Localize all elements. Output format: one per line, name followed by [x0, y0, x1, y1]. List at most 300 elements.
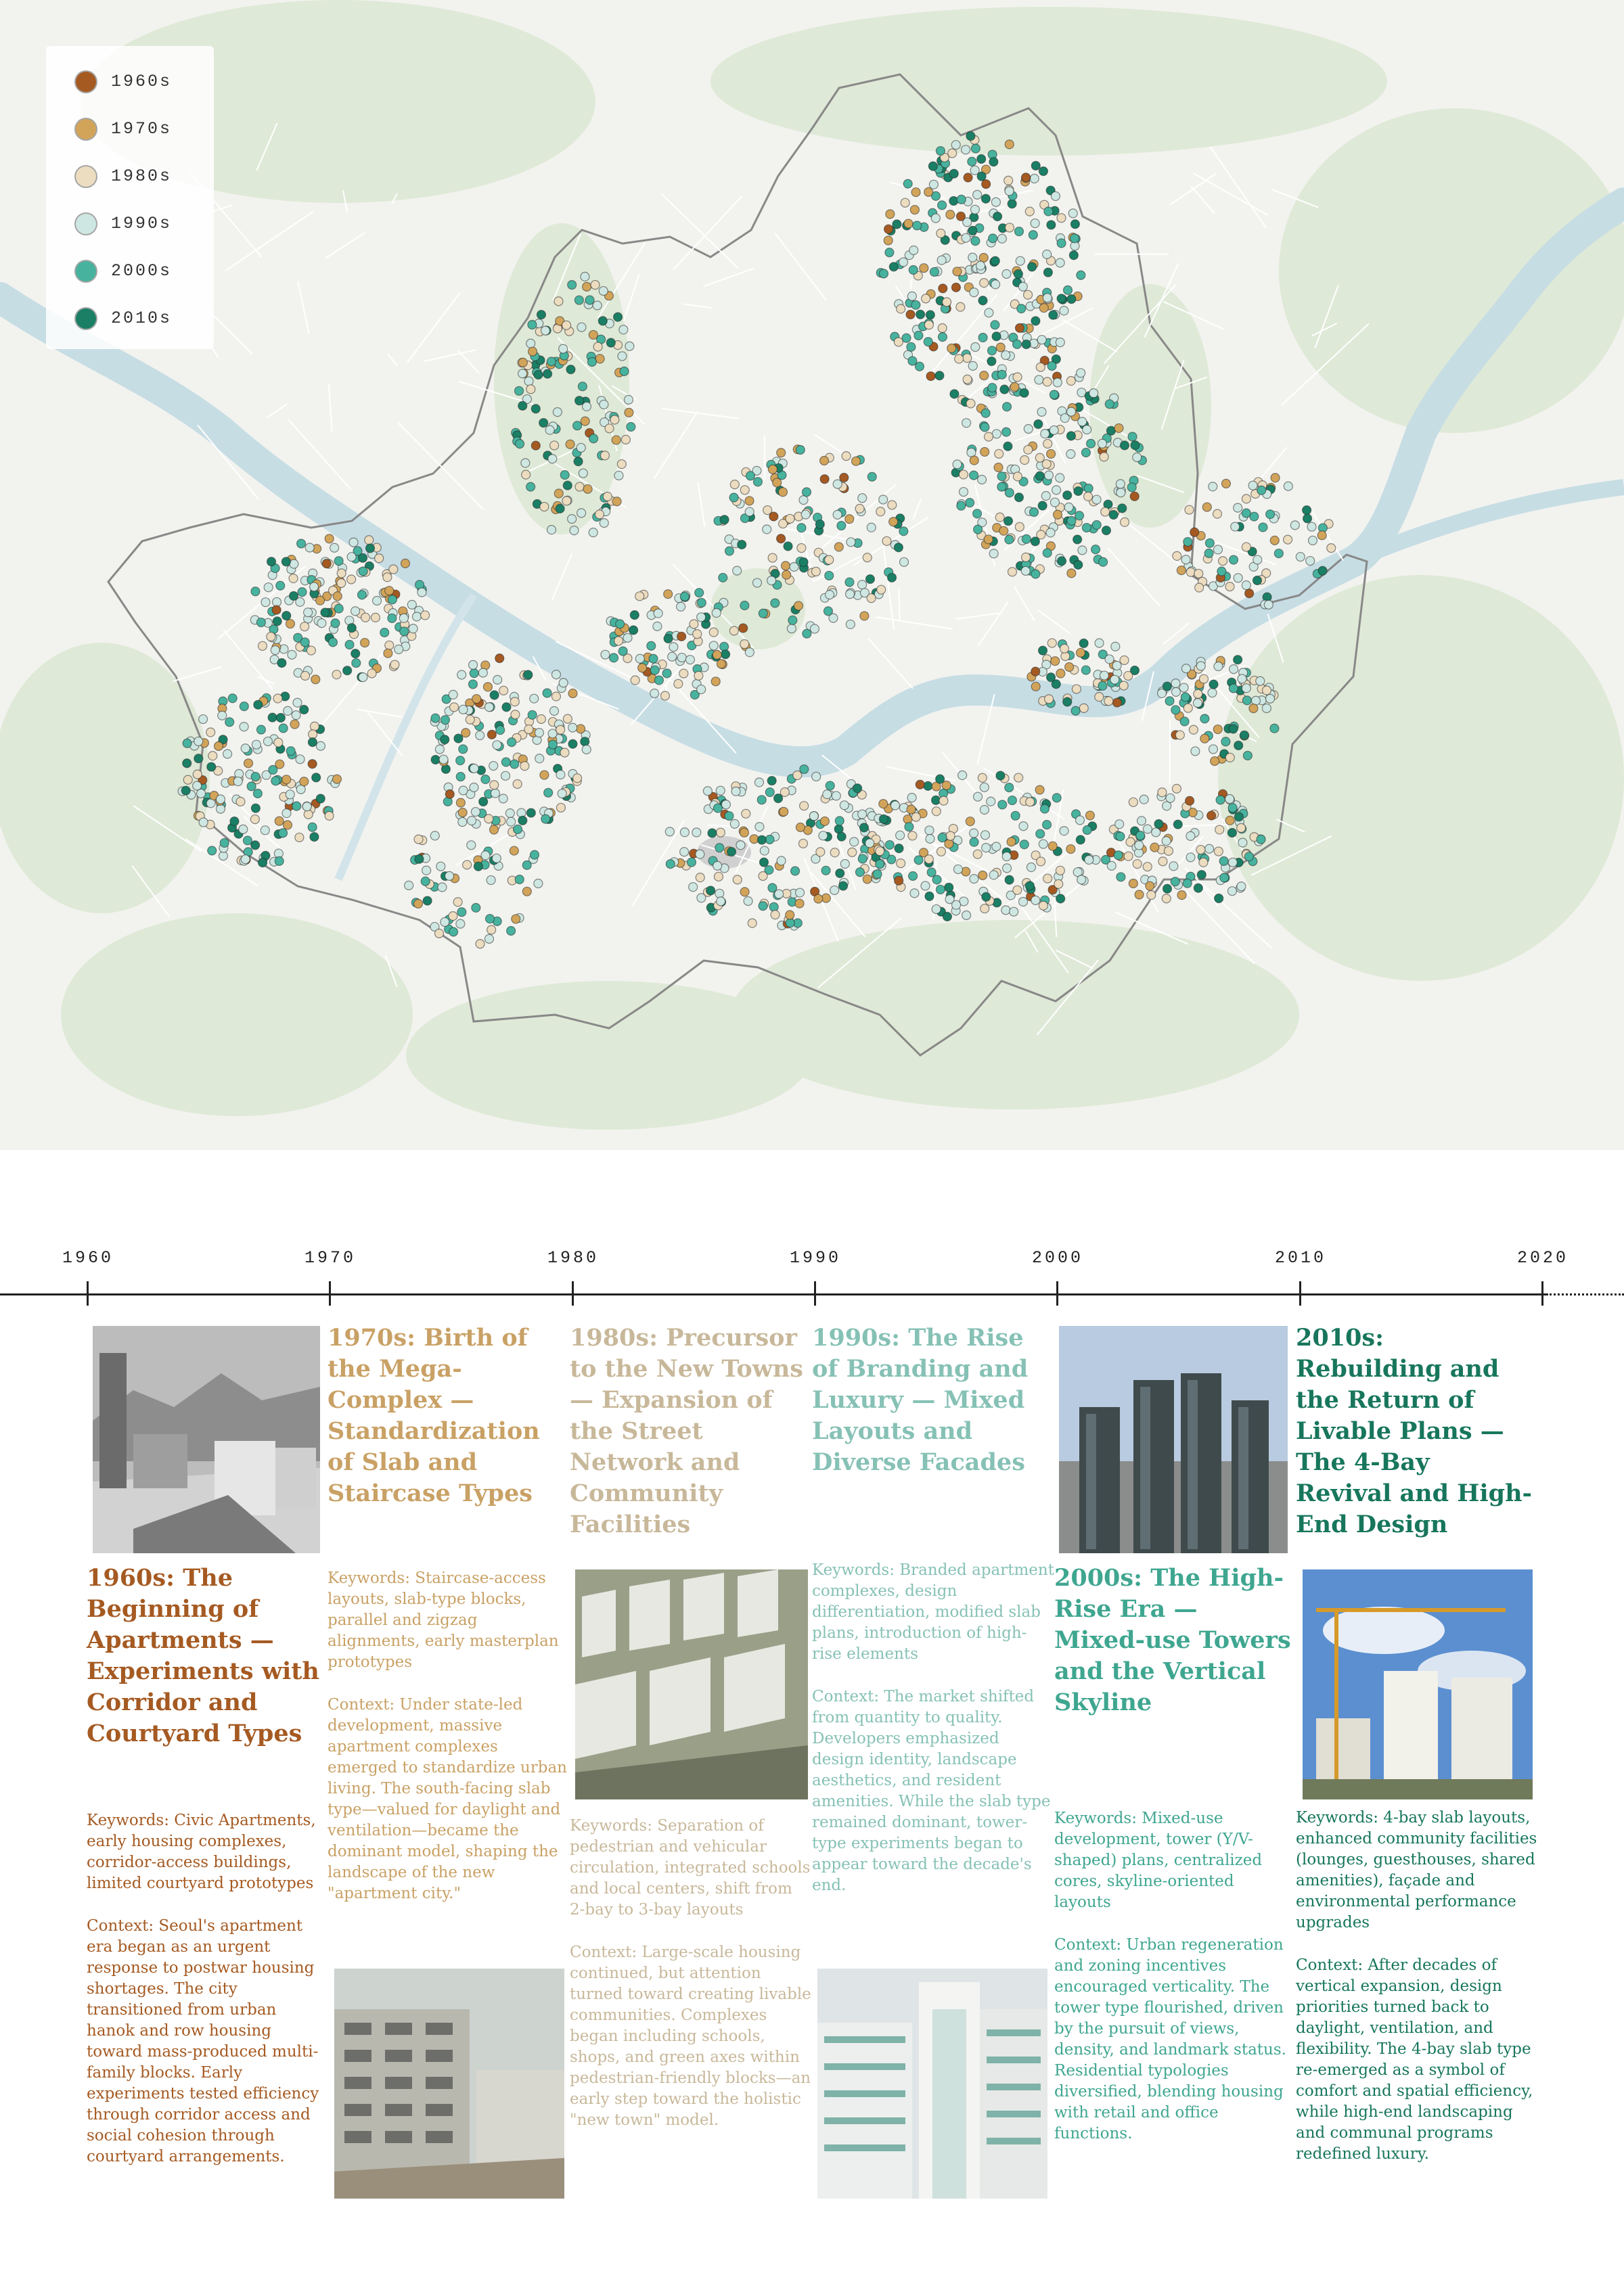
apartment-complex-point: [1154, 820, 1163, 829]
apartment-complex-point: [1045, 695, 1054, 704]
apartment-complex-point: [430, 831, 439, 840]
apartment-complex-point: [551, 692, 560, 701]
apartment-complex-point: [653, 622, 662, 630]
apartment-complex-point: [1056, 338, 1064, 347]
apartment-complex-point: [223, 750, 232, 758]
apartment-complex-point: [1029, 231, 1037, 239]
apartment-complex-point: [593, 342, 602, 351]
apartment-complex-point: [647, 641, 656, 650]
era-1980s-context: Context: Large-scale housing continued, but attention turned toward creating livable communities. Complexes began including schools, shops, and green axes within pedestrian-friendly blocks—an early step toward the holistic "new town" model.: [570, 1944, 811, 2129]
apartment-complex-point: [959, 470, 968, 479]
apartment-complex-point: [617, 460, 626, 469]
apartment-complex-point: [1116, 488, 1125, 497]
apartment-complex-point: [1308, 536, 1317, 545]
apartment-complex-point: [662, 669, 671, 678]
apartment-complex-point: [978, 334, 987, 342]
apartment-complex-point: [740, 486, 749, 495]
apartment-complex-point: [992, 332, 1001, 341]
apartment-complex-point: [811, 567, 820, 576]
apartment-complex-point: [1070, 234, 1079, 243]
apartment-complex-point: [618, 647, 627, 656]
era-1960s-title: 1960s: The Beginning of Apartments — Experiments with Corridor and Courtyard Types: [87, 1564, 319, 1747]
apartment-complex-point: [1133, 860, 1142, 869]
apartment-complex-point: [814, 894, 823, 903]
apartment-complex-point: [696, 873, 704, 882]
timeline-tick: [572, 1281, 574, 1306]
apartment-complex-point: [745, 507, 754, 516]
apartment-complex-point: [977, 154, 986, 163]
apartment-complex-point: [914, 331, 923, 340]
apartment-complex-point: [351, 649, 360, 658]
apartment-complex-point: [694, 671, 703, 680]
apartment-complex-point: [459, 786, 468, 795]
apartment-complex-point: [696, 850, 704, 858]
apartment-complex-point: [316, 596, 325, 605]
era-1980s-title: 1980s: Precursor to the New Towns — Expansion of the Street Network and Community Facilities: [570, 1324, 803, 1538]
apartment-complex-point: [729, 493, 738, 502]
apartment-complex-point: [879, 814, 888, 823]
apartment-complex-point: [650, 666, 659, 674]
apartment-complex-point: [1083, 825, 1091, 834]
apartment-complex-point: [215, 741, 223, 750]
apartment-complex-point: [199, 818, 208, 827]
apartment-complex-point: [193, 770, 202, 779]
apartment-complex-point: [951, 141, 960, 150]
apartment-complex-point: [888, 573, 897, 582]
apartment-complex-point: [1043, 377, 1052, 386]
apartment-complex-point: [742, 809, 750, 818]
apartment-complex-point: [468, 817, 476, 825]
apartment-complex-point: [835, 817, 844, 825]
apartment-complex-point: [939, 796, 948, 805]
apartment-complex-point: [932, 875, 941, 884]
apartment-complex-point: [1043, 294, 1052, 302]
apartment-complex-point: [1296, 553, 1305, 561]
apartment-complex-point: [771, 599, 780, 607]
apartment-complex-point: [1238, 674, 1246, 683]
apartment-complex-point: [568, 723, 577, 732]
apartment-complex-point: [1002, 428, 1011, 436]
apartment-complex-point: [220, 838, 229, 847]
legend-swatch: [76, 119, 96, 139]
apartment-complex-point: [505, 809, 514, 818]
apartment-complex-point: [1242, 543, 1250, 551]
apartment-complex-point: [1010, 907, 1018, 916]
apartment-complex-point: [524, 725, 533, 734]
apartment-complex-point: [963, 354, 972, 363]
apartment-complex-point: [721, 800, 730, 809]
apartment-complex-point: [739, 624, 748, 633]
apartment-complex-point: [1025, 207, 1034, 216]
apartment-complex-point: [1227, 887, 1236, 896]
apartment-complex-point: [1067, 516, 1076, 525]
apartment-complex-point: [895, 844, 903, 853]
apartment-complex-point: [537, 311, 545, 319]
apartment-complex-point: [605, 424, 614, 433]
apartment-complex-point: [970, 837, 978, 846]
apartment-complex-point: [1039, 167, 1047, 176]
apartment-complex-point: [1231, 522, 1240, 531]
apartment-complex-point: [281, 557, 290, 566]
apartment-complex-point: [472, 903, 480, 912]
apartment-complex-point: [1045, 471, 1054, 480]
apartment-complex-point: [1024, 290, 1033, 299]
apartment-complex-point: [968, 226, 977, 235]
apartment-complex-point: [1259, 523, 1267, 532]
apartment-complex-point: [1307, 522, 1316, 531]
apartment-complex-point: [799, 496, 808, 505]
apartment-complex-point: [1208, 689, 1217, 697]
apartment-complex-point: [902, 334, 911, 342]
apartment-complex-point: [601, 650, 610, 659]
apartment-complex-point: [614, 471, 623, 480]
apartment-complex-point: [308, 760, 317, 768]
apartment-complex-point: [453, 898, 462, 906]
apartment-complex-point: [274, 738, 283, 747]
apartment-complex-point: [548, 740, 557, 749]
apartment-complex-point: [953, 267, 962, 276]
apartment-complex-point: [1030, 175, 1039, 183]
apartment-complex-point: [837, 832, 846, 841]
apartment-complex-point: [1079, 704, 1088, 712]
apartment-complex-point: [674, 679, 683, 688]
apartment-complex-point: [454, 734, 463, 743]
apartment-complex-point: [1014, 493, 1023, 502]
apartment-complex-point: [985, 432, 993, 441]
apartment-complex-point: [740, 640, 749, 649]
apartment-complex-point: [518, 358, 527, 367]
apartment-complex-point: [510, 697, 519, 706]
apartment-complex-point: [1124, 852, 1133, 860]
apartment-complex-point: [1162, 894, 1171, 903]
apartment-complex-point: [562, 497, 571, 505]
apartment-complex-point: [730, 819, 739, 828]
apartment-complex-point: [968, 157, 976, 166]
apartment-complex-point: [1038, 501, 1047, 510]
apartment-complex-point: [258, 641, 267, 650]
era-1970s-context: Context: Under state-led development, massive apartment complexes emerged to standardize urban living. The south-facing slab type—valued for daylight and ventilation—became the dominant model, shaping the landscape of the new "apartment city.": [328, 1696, 567, 1902]
apartment-complex-point: [239, 825, 248, 833]
legend-label: 2010s: [111, 308, 173, 328]
apartment-complex-point: [535, 729, 543, 737]
apartment-complex-point: [897, 304, 905, 313]
apartment-complex-point: [1242, 495, 1250, 503]
apartment-complex-point: [526, 339, 535, 348]
apartment-complex-point: [755, 823, 764, 831]
apartment-complex-point: [310, 833, 319, 842]
apartment-complex-point: [733, 566, 742, 575]
era-2000s-text: [1054, 1808, 1288, 2166]
apartment-complex-point: [1129, 879, 1137, 888]
apartment-complex-point: [441, 716, 449, 725]
apartment-complex-point: [916, 780, 924, 789]
apartment-complex-point: [521, 459, 530, 467]
apartment-complex-point: [559, 679, 568, 687]
apartment-complex-point: [325, 812, 334, 821]
apartment-complex-point: [1002, 269, 1011, 278]
apartment-complex-point: [1008, 200, 1016, 208]
apartment-complex-point: [894, 338, 903, 346]
legend-item-1980s: [46, 158, 214, 196]
apartment-complex-point: [334, 604, 343, 613]
apartment-complex-point: [181, 786, 190, 795]
apartment-complex-point: [1027, 863, 1035, 872]
apartment-complex-point: [889, 262, 898, 271]
apartment-complex-point: [782, 561, 790, 570]
apartment-complex-point: [518, 369, 527, 378]
apartment-complex-point: [938, 201, 947, 210]
timeline-tick: [1056, 1281, 1058, 1306]
apartment-complex-point: [283, 821, 292, 829]
apartment-complex-point: [1118, 504, 1127, 513]
apartment-complex-point: [1227, 829, 1236, 837]
legend-item-2000s: [46, 253, 214, 291]
apartment-complex-point: [712, 609, 721, 618]
apartment-complex-point: [288, 650, 296, 659]
apartment-complex-point: [943, 298, 951, 306]
apartment-complex-point: [666, 860, 675, 869]
apartment-complex-point: [194, 754, 203, 763]
apartment-complex-point: [528, 320, 537, 329]
apartment-complex-point: [837, 522, 846, 530]
apartment-complex-point: [1177, 891, 1186, 900]
apartment-complex-point: [893, 220, 901, 229]
apartment-complex-point: [1209, 745, 1217, 754]
apartment-complex-point: [583, 484, 592, 493]
apartment-complex-point: [1057, 239, 1066, 248]
apartment-complex-point: [1076, 816, 1085, 825]
apartment-complex-point: [1185, 505, 1194, 514]
apartment-complex-point: [551, 670, 560, 679]
apartment-complex-point: [1163, 682, 1171, 691]
apartment-complex-point: [1065, 663, 1074, 672]
apartment-complex-point: [1037, 407, 1046, 416]
apartment-complex-point: [801, 510, 810, 519]
apartment-complex-point: [971, 343, 980, 352]
apartment-complex-point: [413, 899, 422, 908]
apartment-complex-point: [980, 805, 989, 814]
apartment-complex-point: [984, 535, 993, 544]
apartment-complex-point: [1197, 871, 1206, 879]
apartment-complex-point: [290, 720, 299, 729]
apartment-complex-point: [956, 302, 965, 311]
apartment-complex-point: [1116, 832, 1125, 841]
apartment-complex-point: [717, 660, 725, 668]
apartment-complex-point: [654, 676, 663, 685]
apartment-complex-point: [886, 210, 895, 219]
apartment-complex-point: [1015, 323, 1024, 332]
apartment-complex-point: [981, 409, 990, 417]
apartment-complex-point: [385, 587, 394, 595]
apartment-complex-point: [276, 581, 285, 590]
apartment-complex-point: [1044, 207, 1053, 216]
apartment-complex-point: [803, 629, 811, 638]
apartment-complex-point: [1015, 522, 1024, 531]
apartment-complex-point: [1000, 385, 1009, 394]
photo-1990s-tower: [817, 1969, 1047, 2199]
apartment-complex-point: [515, 875, 524, 884]
apartment-complex-point: [483, 683, 492, 691]
apartment-complex-point: [449, 912, 457, 921]
apartment-complex-point: [614, 313, 623, 321]
apartment-complex-point: [1112, 698, 1121, 707]
apartment-complex-point: [407, 600, 416, 609]
apartment-complex-point: [877, 585, 886, 594]
apartment-complex-point: [1031, 682, 1040, 691]
apartment-complex-point: [352, 659, 361, 668]
apartment-complex-point: [1230, 555, 1238, 564]
legend-label: 1990s: [111, 214, 173, 233]
apartment-complex-point: [1234, 574, 1242, 582]
apartment-complex-point: [361, 639, 369, 647]
apartment-complex-point: [980, 904, 989, 913]
apartment-complex-point: [1003, 864, 1012, 873]
apartment-complex-point: [510, 846, 518, 855]
apartment-complex-point: [575, 396, 584, 405]
apartment-complex-point: [1020, 840, 1029, 849]
apartment-complex-point: [1001, 350, 1010, 359]
apartment-complex-point: [1172, 784, 1181, 793]
apartment-complex-point: [719, 573, 727, 582]
apartment-complex-point: [1152, 828, 1160, 837]
apartment-complex-point: [946, 831, 955, 840]
apartment-complex-point: [715, 889, 724, 898]
apartment-complex-point: [830, 848, 839, 857]
apartment-complex-point: [845, 578, 854, 587]
apartment-complex-point: [390, 660, 399, 669]
apartment-complex-point: [1064, 503, 1073, 511]
apartment-complex-point: [1109, 511, 1118, 520]
apartment-complex-point: [1003, 403, 1012, 411]
apartment-complex-point: [457, 908, 466, 917]
era-1990s-title: 1990s: The Rise of Branding and Luxury — Mixed Layouts and Diverse Facades: [812, 1324, 1029, 1476]
apartment-complex-point: [998, 800, 1007, 809]
apartment-complex-point: [349, 538, 358, 547]
apartment-complex-point: [373, 597, 382, 605]
apartment-complex-point: [1054, 879, 1063, 888]
apartment-complex-point: [1195, 583, 1204, 592]
apartment-complex-point: [556, 803, 565, 812]
apartment-complex-point: [540, 771, 549, 779]
apartment-complex-point: [1005, 535, 1014, 544]
apartment-complex-point: [199, 715, 208, 724]
apartment-complex-point: [1053, 378, 1062, 387]
apartment-complex-point: [970, 205, 979, 214]
era-1970s-keywords: Keywords: Staircase-access layouts, slab-type blocks, parallel and zigzag alignments, early masterplan prototypes: [328, 1569, 559, 1671]
apartment-complex-point: [1318, 566, 1327, 575]
apartment-complex-point: [581, 417, 589, 426]
apartment-complex-point: [577, 323, 586, 331]
apartment-complex-point: [600, 519, 608, 528]
apartment-complex-point: [957, 195, 966, 204]
apartment-complex-point: [321, 608, 330, 617]
apartment-complex-point: [520, 762, 529, 771]
apartment-complex-point: [768, 465, 777, 474]
apartment-complex-point: [1092, 495, 1101, 504]
apartment-complex-point: [999, 526, 1008, 535]
apartment-complex-point: [1220, 873, 1229, 882]
apartment-complex-point: [1234, 741, 1243, 750]
apartment-complex-point: [595, 354, 604, 363]
apartment-complex-point: [207, 762, 216, 771]
apartment-complex-point: [481, 775, 490, 784]
apartment-complex-point: [863, 553, 872, 562]
apartment-complex-point: [716, 828, 725, 837]
apartment-complex-point: [1069, 251, 1078, 260]
apartment-complex-point: [911, 300, 920, 309]
apartment-complex-point: [1003, 442, 1012, 451]
apartment-complex-point: [1229, 684, 1238, 693]
apartment-complex-point: [1063, 697, 1072, 706]
apartment-complex-point: [720, 515, 729, 524]
apartment-complex-point: [1056, 894, 1065, 903]
apartment-complex-point: [1095, 639, 1104, 647]
apartment-complex-point: [955, 354, 964, 363]
apartment-complex-point: [903, 179, 912, 188]
era-2010s-text: [1296, 1808, 1539, 2186]
apartment-complex-point: [713, 861, 722, 870]
apartment-complex-point: [1186, 796, 1194, 805]
apartment-complex-point: [1230, 665, 1238, 674]
apartment-complex-point: [1253, 576, 1261, 585]
apartment-complex-point: [240, 702, 248, 711]
apartment-complex-point: [800, 802, 809, 810]
apartment-complex-point: [347, 575, 356, 584]
apartment-complex-point: [938, 833, 947, 842]
apartment-complex-point: [544, 788, 553, 797]
apartment-complex-point: [900, 557, 909, 566]
apartment-complex-point: [736, 841, 745, 850]
apartment-complex-point: [1082, 524, 1091, 532]
apartment-complex-point: [539, 419, 548, 428]
apartment-complex-point: [819, 831, 828, 840]
apartment-complex-point: [573, 421, 582, 430]
timeline-tick: [1299, 1281, 1301, 1306]
apartment-complex-point: [630, 611, 639, 620]
apartment-complex-point: [989, 234, 997, 243]
apartment-complex-point: [541, 326, 549, 335]
apartment-complex-point: [950, 390, 959, 398]
apartment-complex-point: [660, 691, 669, 700]
apartment-complex-point: [1064, 285, 1073, 294]
apartment-complex-point: [524, 377, 533, 386]
apartment-complex-point: [1120, 441, 1129, 450]
apartment-complex-point: [312, 773, 321, 782]
apartment-complex-point: [1017, 304, 1026, 313]
apartment-complex-point: [624, 395, 633, 404]
apartment-complex-point: [1179, 683, 1188, 692]
apartment-complex-point: [621, 435, 630, 444]
apartment-complex-point: [476, 940, 484, 948]
apartment-complex-point: [1098, 681, 1107, 690]
apartment-complex-point: [267, 633, 275, 641]
apartment-complex-point: [439, 755, 448, 764]
apartment-complex-point: [1050, 390, 1058, 399]
apartment-complex-point: [858, 810, 867, 819]
apartment-complex-point: [1043, 874, 1052, 883]
apartment-complex-point: [1186, 831, 1195, 840]
apartment-complex-point: [1127, 483, 1136, 492]
apartment-complex-point: [1077, 271, 1085, 279]
apartment-complex-point: [598, 317, 607, 325]
apartment-complex-point: [738, 541, 746, 549]
apartment-complex-point: [1209, 680, 1218, 689]
apartment-complex-point: [225, 718, 234, 727]
apartment-complex-point: [308, 738, 317, 747]
apartment-complex-point: [1087, 439, 1096, 448]
apartment-complex-point: [825, 571, 834, 580]
apartment-complex-point: [677, 632, 686, 641]
